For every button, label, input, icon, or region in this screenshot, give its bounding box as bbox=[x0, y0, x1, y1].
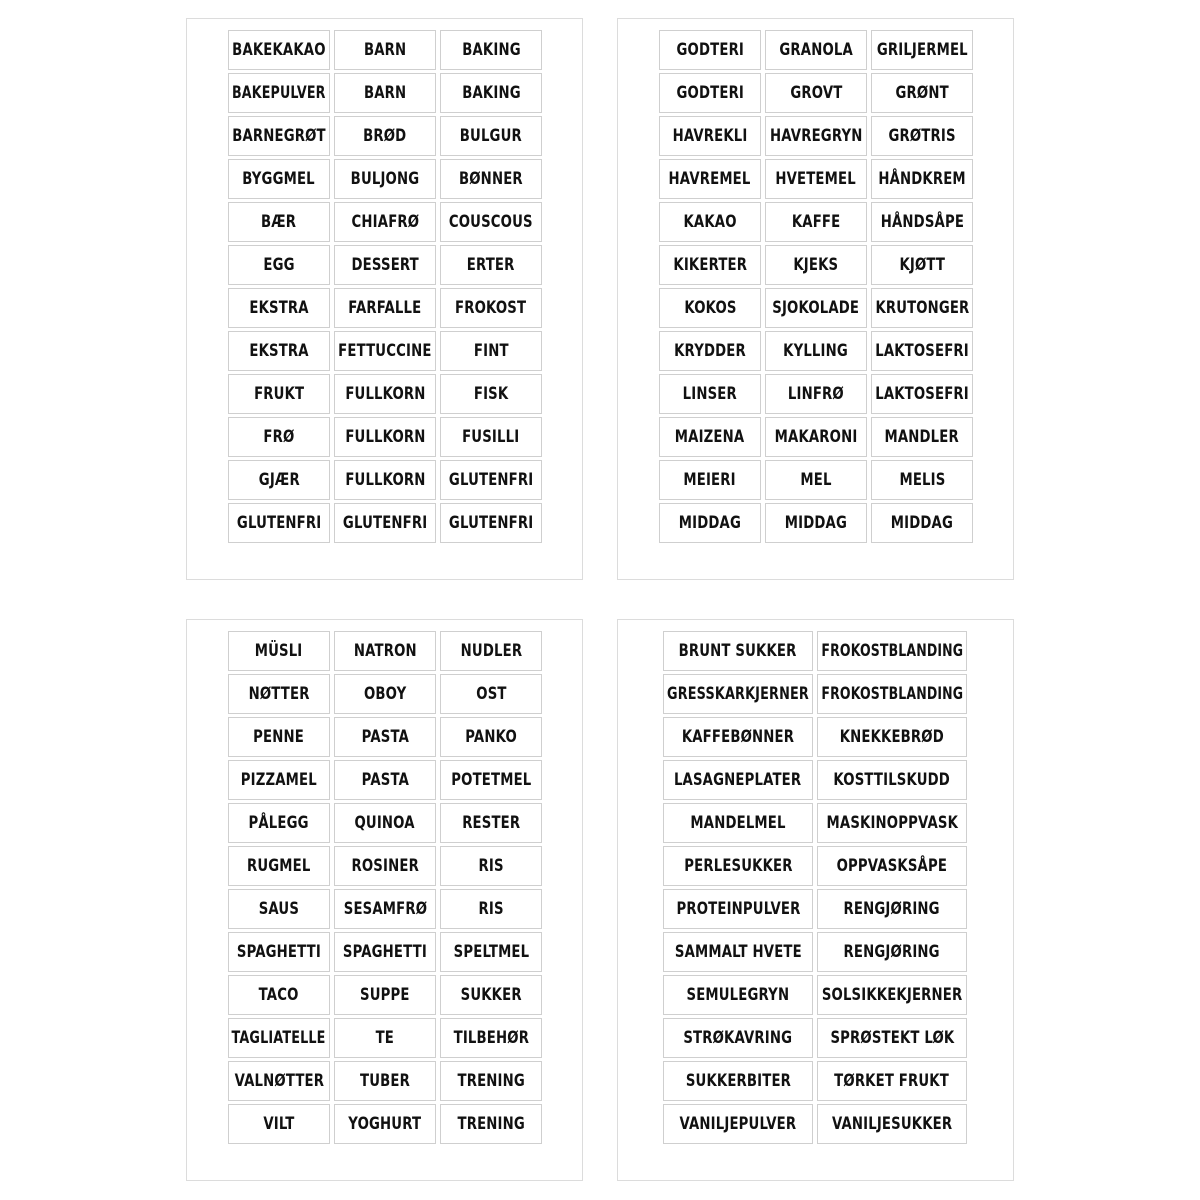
pantry-label-text: TILBEHØR bbox=[453, 1028, 529, 1048]
pantry-label-text: GLUTENFRI bbox=[448, 513, 534, 533]
pantry-label-text: MIDDAG bbox=[784, 513, 848, 533]
pantry-label bbox=[440, 717, 542, 757]
pantry-label bbox=[440, 331, 542, 371]
pantry-label bbox=[663, 674, 813, 714]
pantry-label bbox=[765, 460, 867, 500]
pantry-label-text: EKSTRA bbox=[249, 298, 309, 318]
pantry-label-text: ROSINER bbox=[351, 856, 419, 876]
pantry-label-text: FROKOSTBLANDING bbox=[821, 684, 963, 704]
pantry-label bbox=[765, 159, 867, 199]
pantry-label bbox=[817, 760, 967, 800]
pantry-label bbox=[663, 717, 813, 757]
pantry-label-text: BARN bbox=[363, 40, 407, 60]
pantry-label bbox=[871, 116, 973, 156]
pantry-label-text: MÜSLI bbox=[255, 641, 303, 661]
pantry-label-text: KRYDDER bbox=[674, 341, 746, 361]
pantry-label-text: HAVREMEL bbox=[669, 169, 751, 189]
pantry-label bbox=[228, 1104, 330, 1144]
pantry-label bbox=[440, 73, 542, 113]
pantry-label bbox=[334, 1018, 436, 1058]
pantry-label-text: BRUNT SUKKER bbox=[679, 641, 797, 661]
pantry-label bbox=[659, 417, 761, 457]
pantry-label bbox=[765, 503, 867, 543]
pantry-label bbox=[871, 417, 973, 457]
pantry-label bbox=[663, 846, 813, 886]
pantry-label bbox=[228, 803, 330, 843]
pantry-label-text: POTETMEL bbox=[450, 770, 532, 790]
pantry-label bbox=[440, 674, 542, 714]
pantry-label bbox=[228, 116, 330, 156]
pantry-label-text: HVETEMEL bbox=[775, 169, 857, 189]
pantry-label-text: YOGHURT bbox=[348, 1114, 422, 1134]
label-sheet-3 bbox=[186, 619, 583, 1181]
pantry-label-text: BRØD bbox=[363, 126, 407, 146]
pantry-label-text: BARNEGRØT bbox=[232, 126, 326, 146]
label-grid bbox=[228, 631, 542, 1144]
pantry-label-text: MELIS bbox=[899, 470, 945, 490]
label-sheet-1 bbox=[186, 18, 583, 580]
pantry-label bbox=[228, 503, 330, 543]
pantry-label bbox=[334, 1104, 436, 1144]
pantry-label bbox=[440, 116, 542, 156]
pantry-label-text: GROVT bbox=[789, 83, 843, 103]
pantry-label bbox=[817, 1018, 967, 1058]
pantry-label bbox=[663, 975, 813, 1015]
pantry-label-text: GLUTENFRI bbox=[448, 470, 534, 490]
pantry-label bbox=[440, 374, 542, 414]
pantry-label bbox=[334, 674, 436, 714]
pantry-label-text: SAMMALT HVETE bbox=[674, 942, 802, 962]
pantry-label bbox=[871, 159, 973, 199]
pantry-label-text: SUKKERBITER bbox=[685, 1071, 791, 1091]
pantry-label bbox=[871, 73, 973, 113]
pantry-label bbox=[440, 288, 542, 328]
pantry-label bbox=[817, 631, 967, 671]
pantry-label bbox=[659, 460, 761, 500]
pantry-label bbox=[440, 803, 542, 843]
pantry-label-text: BAKEKAKAO bbox=[232, 40, 326, 60]
pantry-label-text: RENGJØRING bbox=[843, 899, 941, 919]
pantry-label-text: EGG bbox=[263, 255, 295, 275]
pantry-label bbox=[334, 846, 436, 886]
pantry-label-text: VALNØTTER bbox=[234, 1071, 324, 1091]
pantry-label-text: GLUTENFRI bbox=[342, 513, 428, 533]
pantry-label bbox=[228, 460, 330, 500]
pantry-label bbox=[440, 1104, 542, 1144]
pantry-label-text: DESSERT bbox=[351, 255, 419, 275]
pantry-label-text: FARFALLE bbox=[348, 298, 422, 318]
pantry-label-text: GRØNT bbox=[895, 83, 949, 103]
pantry-label-text: PASTA bbox=[361, 770, 409, 790]
pantry-label bbox=[228, 631, 330, 671]
pantry-label-text: GRILJERMEL bbox=[876, 40, 968, 60]
pantry-label-text: QUINOA bbox=[354, 813, 416, 833]
pantry-label-text: FROKOSTBLANDING bbox=[821, 641, 963, 661]
pantry-label-text: GRØTRIS bbox=[888, 126, 956, 146]
pantry-label-text: FRUKT bbox=[253, 384, 305, 404]
pantry-label bbox=[765, 116, 867, 156]
pantry-label-text: SUKKER bbox=[460, 985, 522, 1005]
pantry-label-text: BULGUR bbox=[459, 126, 523, 146]
pantry-label bbox=[871, 503, 973, 543]
pantry-label bbox=[663, 889, 813, 929]
pantry-label bbox=[334, 889, 436, 929]
pantry-label bbox=[334, 1061, 436, 1101]
pantry-label-text: COUSCOUS bbox=[449, 212, 533, 232]
pantry-label bbox=[663, 803, 813, 843]
pantry-label bbox=[663, 631, 813, 671]
pantry-label bbox=[228, 288, 330, 328]
pantry-label-text: PÅLEGG bbox=[248, 813, 310, 833]
pantry-label-text: FULLKORN bbox=[344, 384, 426, 404]
pantry-label-text: KOKOS bbox=[683, 298, 737, 318]
pantry-label-text: MANDLER bbox=[884, 427, 960, 447]
pantry-label-text: FUSILLI bbox=[462, 427, 520, 447]
pantry-label-text: TAGLIATELLE bbox=[231, 1028, 327, 1048]
pantry-label bbox=[817, 1061, 967, 1101]
pantry-label bbox=[659, 245, 761, 285]
pantry-label-text: MEIERI bbox=[683, 470, 737, 490]
pantry-label bbox=[659, 30, 761, 70]
pantry-label-text: GODTERI bbox=[676, 83, 744, 103]
pantry-label bbox=[765, 288, 867, 328]
pantry-label bbox=[334, 760, 436, 800]
pantry-label-text: GODTERI bbox=[676, 40, 744, 60]
pantry-label-text: GRANOLA bbox=[779, 40, 853, 60]
pantry-label bbox=[659, 73, 761, 113]
pantry-label bbox=[817, 717, 967, 757]
pantry-label bbox=[765, 374, 867, 414]
pantry-label-text: SJOKOLADE bbox=[772, 298, 860, 318]
pantry-label bbox=[440, 245, 542, 285]
pantry-label-text: MANDELMEL bbox=[690, 813, 786, 833]
pantry-label bbox=[334, 717, 436, 757]
pantry-label bbox=[871, 30, 973, 70]
pantry-label bbox=[440, 889, 542, 929]
pantry-label bbox=[440, 631, 542, 671]
pantry-label bbox=[334, 245, 436, 285]
pantry-label-text: KJØTT bbox=[899, 255, 945, 275]
pantry-label-text: PASTA bbox=[361, 727, 409, 747]
pantry-label-text: FROKOST bbox=[455, 298, 527, 318]
pantry-label bbox=[440, 202, 542, 242]
pantry-label bbox=[659, 159, 761, 199]
pantry-label bbox=[817, 803, 967, 843]
pantry-label bbox=[871, 331, 973, 371]
pantry-label-text: SPAGHETTI bbox=[236, 942, 322, 962]
pantry-label bbox=[659, 116, 761, 156]
pantry-label bbox=[440, 460, 542, 500]
pantry-label-text: PANKO bbox=[465, 727, 517, 747]
pantry-label bbox=[228, 202, 330, 242]
pantry-label-text: FETTUCCINE bbox=[338, 341, 432, 361]
pantry-label-text: SPAGHETTI bbox=[342, 942, 428, 962]
pantry-label-text: SUPPE bbox=[360, 985, 410, 1005]
pantry-label-text: BÆR bbox=[261, 212, 297, 232]
pantry-label bbox=[228, 717, 330, 757]
pantry-label-text: MAIZENA bbox=[675, 427, 745, 447]
pantry-label bbox=[765, 417, 867, 457]
pantry-label-text: EKSTRA bbox=[249, 341, 309, 361]
pantry-label bbox=[228, 760, 330, 800]
pantry-label-text: KNEKKEBRØD bbox=[839, 727, 945, 747]
pantry-label bbox=[334, 503, 436, 543]
pantry-label bbox=[334, 202, 436, 242]
label-grid bbox=[663, 631, 967, 1144]
pantry-label-text: TRENING bbox=[457, 1071, 525, 1091]
pantry-label bbox=[228, 73, 330, 113]
pantry-label-text: PIZZAMEL bbox=[240, 770, 318, 790]
pantry-label-text: PENNE bbox=[253, 727, 305, 747]
pantry-label-text: MEL bbox=[800, 470, 832, 490]
pantry-label-text: STRØKAVRING bbox=[683, 1028, 793, 1048]
pantry-label bbox=[334, 803, 436, 843]
pantry-label bbox=[334, 116, 436, 156]
pantry-label-text: BARN bbox=[363, 83, 407, 103]
pantry-label-text: RENGJØRING bbox=[843, 942, 941, 962]
pantry-label bbox=[334, 631, 436, 671]
pantry-label-text: RIS bbox=[478, 856, 504, 876]
pantry-label bbox=[440, 1018, 542, 1058]
pantry-label bbox=[659, 374, 761, 414]
pantry-label-text: PROTEINPULVER bbox=[676, 899, 801, 919]
pantry-label bbox=[334, 331, 436, 371]
pantry-label-text: LAKTOSEFRI bbox=[875, 384, 969, 404]
pantry-label bbox=[334, 159, 436, 199]
pantry-label-text: HAVREKLI bbox=[672, 126, 748, 146]
pantry-label bbox=[440, 1061, 542, 1101]
pantry-label bbox=[440, 30, 542, 70]
pantry-label-text: FULLKORN bbox=[344, 470, 426, 490]
pantry-label-text: MIDDAG bbox=[890, 513, 954, 533]
pantry-label bbox=[228, 159, 330, 199]
pantry-label-text: SAUS bbox=[258, 899, 300, 919]
pantry-label bbox=[659, 202, 761, 242]
pantry-label-text: RUGMEL bbox=[247, 856, 311, 876]
label-sheet-4 bbox=[617, 619, 1014, 1181]
pantry-label-text: KAFFE bbox=[791, 212, 841, 232]
pantry-label-text: BØNNER bbox=[459, 169, 523, 189]
pantry-label bbox=[228, 245, 330, 285]
pantry-label bbox=[228, 674, 330, 714]
pantry-label-text: TACO bbox=[259, 985, 299, 1005]
pantry-label-text: TUBER bbox=[360, 1071, 410, 1091]
pantry-label-text: NATRON bbox=[353, 641, 417, 661]
pantry-label bbox=[663, 760, 813, 800]
pantry-label bbox=[440, 760, 542, 800]
pantry-label bbox=[817, 889, 967, 929]
pantry-label bbox=[659, 331, 761, 371]
pantry-label-text: VANILJEPULVER bbox=[679, 1114, 797, 1134]
pantry-label bbox=[228, 889, 330, 929]
pantry-label-text: BULJONG bbox=[350, 169, 420, 189]
pantry-label-text: ERTER bbox=[467, 255, 515, 275]
pantry-label bbox=[817, 1104, 967, 1144]
pantry-label-text: FRØ bbox=[263, 427, 295, 447]
pantry-label bbox=[228, 932, 330, 972]
pantry-label-text: VANILJESUKKER bbox=[831, 1114, 953, 1134]
pantry-label bbox=[228, 30, 330, 70]
pantry-label-text: BAKING bbox=[461, 83, 521, 103]
pantry-label bbox=[663, 1018, 813, 1058]
pantry-label-text: MASKINOPPVASK bbox=[826, 813, 958, 833]
pantry-label bbox=[334, 417, 436, 457]
pantry-label-text: LAKTOSEFRI bbox=[875, 341, 969, 361]
pantry-label-text: TRENING bbox=[457, 1114, 525, 1134]
pantry-label bbox=[659, 288, 761, 328]
pantry-label-text: SEMULEGRYN bbox=[686, 985, 790, 1005]
pantry-label bbox=[440, 159, 542, 199]
pantry-label bbox=[817, 932, 967, 972]
pantry-label bbox=[334, 30, 436, 70]
pantry-label-text: BYGGMEL bbox=[242, 169, 316, 189]
pantry-label bbox=[334, 73, 436, 113]
pantry-label-text: OST bbox=[475, 684, 507, 704]
pantry-label-text: FINT bbox=[473, 341, 509, 361]
label-grid bbox=[228, 30, 542, 543]
pantry-label-text: MAKARONI bbox=[774, 427, 858, 447]
pantry-label-text: KIKERTER bbox=[673, 255, 747, 275]
pantry-label-text: KRUTONGER bbox=[875, 298, 969, 318]
pantry-label bbox=[334, 288, 436, 328]
pantry-label-text: VILT bbox=[263, 1114, 295, 1134]
pantry-label-text: GRESSKARKJERNER bbox=[667, 684, 809, 704]
pantry-label-text: KJEKS bbox=[793, 255, 839, 275]
pantry-label-text: NUDLER bbox=[460, 641, 522, 661]
pantry-label-text: CHIAFRØ bbox=[351, 212, 419, 232]
pantry-label bbox=[440, 932, 542, 972]
pantry-label bbox=[765, 331, 867, 371]
pantry-label bbox=[334, 932, 436, 972]
pantry-label-text: HÅNDKREM bbox=[878, 169, 966, 189]
pantry-label bbox=[228, 417, 330, 457]
pantry-label bbox=[871, 245, 973, 285]
pantry-label bbox=[228, 374, 330, 414]
pantry-label-text: KOSTTILSKUDD bbox=[833, 770, 951, 790]
pantry-label-text: GJÆR bbox=[258, 470, 300, 490]
pantry-label-text: OBOY bbox=[363, 684, 407, 704]
pantry-label-text: SPRØSTEKT LØK bbox=[830, 1028, 954, 1048]
pantry-label-text: HAVREGRYN bbox=[769, 126, 863, 146]
pantry-label-text: BAKING bbox=[461, 40, 521, 60]
pantry-label bbox=[659, 503, 761, 543]
pantry-label-text: LASAGNEPLATER bbox=[674, 770, 802, 790]
pantry-label bbox=[663, 932, 813, 972]
pantry-label bbox=[228, 846, 330, 886]
pantry-label-text: TE bbox=[375, 1028, 395, 1048]
pantry-label bbox=[228, 1018, 330, 1058]
pantry-label-text: RESTER bbox=[461, 813, 521, 833]
pantry-label-text: LINFRØ bbox=[788, 384, 844, 404]
pantry-label-text: KYLLING bbox=[783, 341, 849, 361]
label-sheet-2 bbox=[617, 18, 1014, 580]
pantry-label bbox=[663, 1104, 813, 1144]
pantry-label bbox=[817, 975, 967, 1015]
pantry-label bbox=[663, 1061, 813, 1101]
pantry-label bbox=[765, 30, 867, 70]
pantry-label bbox=[228, 331, 330, 371]
pantry-label-text: GLUTENFRI bbox=[236, 513, 322, 533]
pantry-label-text: NØTTER bbox=[248, 684, 310, 704]
pantry-label-text: SESAMFRØ bbox=[343, 899, 427, 919]
pantry-label bbox=[765, 245, 867, 285]
pantry-label-text: HÅNDSÅPE bbox=[880, 212, 964, 232]
pantry-label bbox=[440, 975, 542, 1015]
pantry-label bbox=[765, 202, 867, 242]
pantry-label bbox=[228, 975, 330, 1015]
pantry-label-text: KAFFEBØNNER bbox=[681, 727, 795, 747]
pantry-label-text: PERLESUKKER bbox=[683, 856, 793, 876]
pantry-label bbox=[817, 674, 967, 714]
label-grid bbox=[659, 30, 973, 543]
pantry-label-text: LINSER bbox=[682, 384, 738, 404]
pantry-label-text: FISK bbox=[473, 384, 509, 404]
pantry-label bbox=[334, 975, 436, 1015]
pantry-label bbox=[334, 374, 436, 414]
pantry-label bbox=[440, 503, 542, 543]
pantry-label-text: KAKAO bbox=[683, 212, 737, 232]
pantry-label bbox=[817, 846, 967, 886]
pantry-label-text: TØRKET FRUKT bbox=[834, 1071, 950, 1091]
pantry-label bbox=[871, 202, 973, 242]
pantry-label-text: FULLKORN bbox=[344, 427, 426, 447]
pantry-label-text: OPPVASKSÅPE bbox=[836, 856, 948, 876]
pantry-label bbox=[871, 288, 973, 328]
pantry-label-text: BAKEPULVER bbox=[232, 83, 326, 103]
pantry-label bbox=[440, 846, 542, 886]
pantry-label bbox=[440, 417, 542, 457]
pantry-label-text: SOLSIKKEKJERNER bbox=[821, 985, 963, 1005]
pantry-label bbox=[871, 374, 973, 414]
pantry-label-text: MIDDAG bbox=[678, 513, 742, 533]
pantry-label bbox=[871, 460, 973, 500]
pantry-label bbox=[334, 460, 436, 500]
pantry-label bbox=[228, 1061, 330, 1101]
pantry-label-text: RIS bbox=[478, 899, 504, 919]
pantry-label-text: SPELTMEL bbox=[453, 942, 529, 962]
pantry-label bbox=[765, 73, 867, 113]
